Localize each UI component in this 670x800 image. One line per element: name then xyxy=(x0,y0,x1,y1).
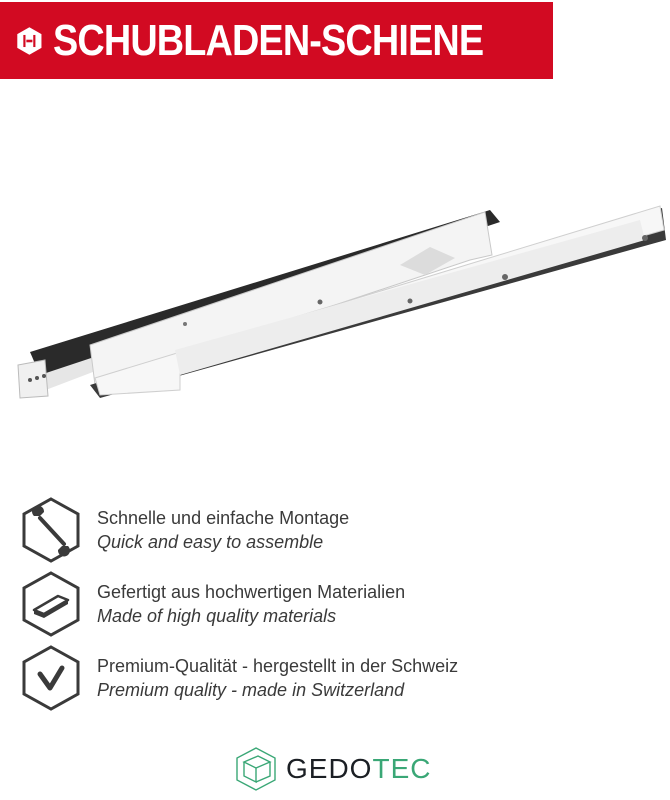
title-banner xyxy=(0,2,553,79)
feature-title-en: Quick and easy to assemble xyxy=(97,532,324,552)
feature-materials xyxy=(20,570,405,638)
feature-title-en: Premium quality - made in Switzerland xyxy=(97,680,405,700)
brand-name-green: TEC xyxy=(372,753,432,784)
drawer-slide-product-image xyxy=(0,200,670,400)
hexagon-h-logo-icon xyxy=(16,7,43,75)
material-plank-icon xyxy=(20,570,82,638)
page-title: SCHUBLADEN-SCHIENE xyxy=(52,15,483,65)
feature-title-de: Schnelle und einfache Montage xyxy=(97,508,350,528)
checkmark-icon xyxy=(20,644,82,712)
brand-name-dark: GEDO xyxy=(286,753,373,784)
feature-title-de: Premium-Qualität - hergestellt in der Schweiz xyxy=(97,656,459,676)
gedotec-hexagon-cube-icon xyxy=(234,746,278,792)
feature-assembly xyxy=(20,496,349,564)
brand-logo xyxy=(234,746,431,792)
wrench-icon xyxy=(20,496,82,564)
feature-title-en: Made of high quality materials xyxy=(97,606,337,626)
feature-quality xyxy=(20,644,458,712)
feature-title-de: Gefertigt aus hochwertigen Materialien xyxy=(97,582,406,602)
